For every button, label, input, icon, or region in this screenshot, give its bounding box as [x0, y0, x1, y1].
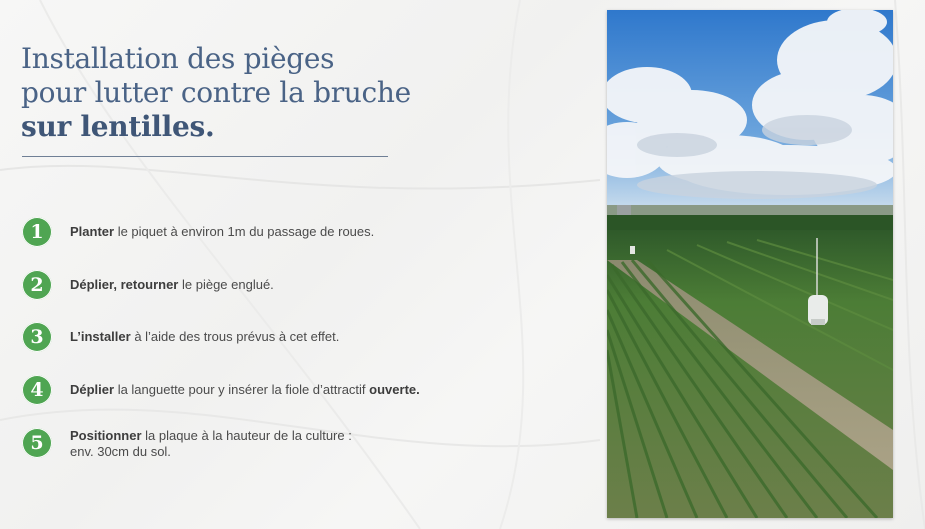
step-description: le piquet à environ 1m du passage de roues. [114, 224, 375, 239]
step-1 [22, 217, 374, 247]
step-action: L’installer [70, 329, 131, 344]
title-divider [22, 156, 388, 157]
step-action: Déplier [70, 382, 115, 397]
step-number-badge: 3 [22, 322, 52, 352]
step-text [70, 270, 274, 293]
title-line-1: Installation des pièges [21, 42, 335, 75]
step-description: le piège englué. [178, 277, 274, 292]
step-2 [22, 270, 274, 300]
page-title [21, 42, 411, 144]
title-line-3: sur lentilles. [21, 110, 215, 143]
field-photo [607, 10, 893, 518]
step-text [70, 217, 374, 240]
title-line-2: pour lutter contre la bruche [21, 76, 411, 109]
step-4 [22, 375, 420, 405]
step-text [70, 428, 352, 460]
step-action: Déplier, retourner [70, 277, 179, 292]
step-number-badge: 4 [22, 375, 52, 405]
step-number-badge: 1 [22, 217, 52, 247]
step-action: Planter [70, 224, 115, 239]
step-description: la languette pour y insérer la fiole d’attractif [114, 382, 370, 397]
step-emphasis: ouverte. [369, 382, 420, 397]
step-description-line2: env. 30cm du sol. [70, 444, 171, 459]
step-text [70, 322, 339, 345]
step-3 [22, 322, 339, 352]
step-text [70, 375, 420, 398]
step-description: à l’aide des trous prévus à cet effet. [130, 329, 340, 344]
step-action: Positionner [70, 428, 142, 443]
field-photo-illustration [607, 10, 893, 518]
step-description: la plaque à la hauteur de la culture : [141, 428, 352, 443]
step-number-badge: 2 [22, 270, 52, 300]
step-5 [22, 428, 352, 460]
step-number-badge: 5 [22, 428, 52, 458]
